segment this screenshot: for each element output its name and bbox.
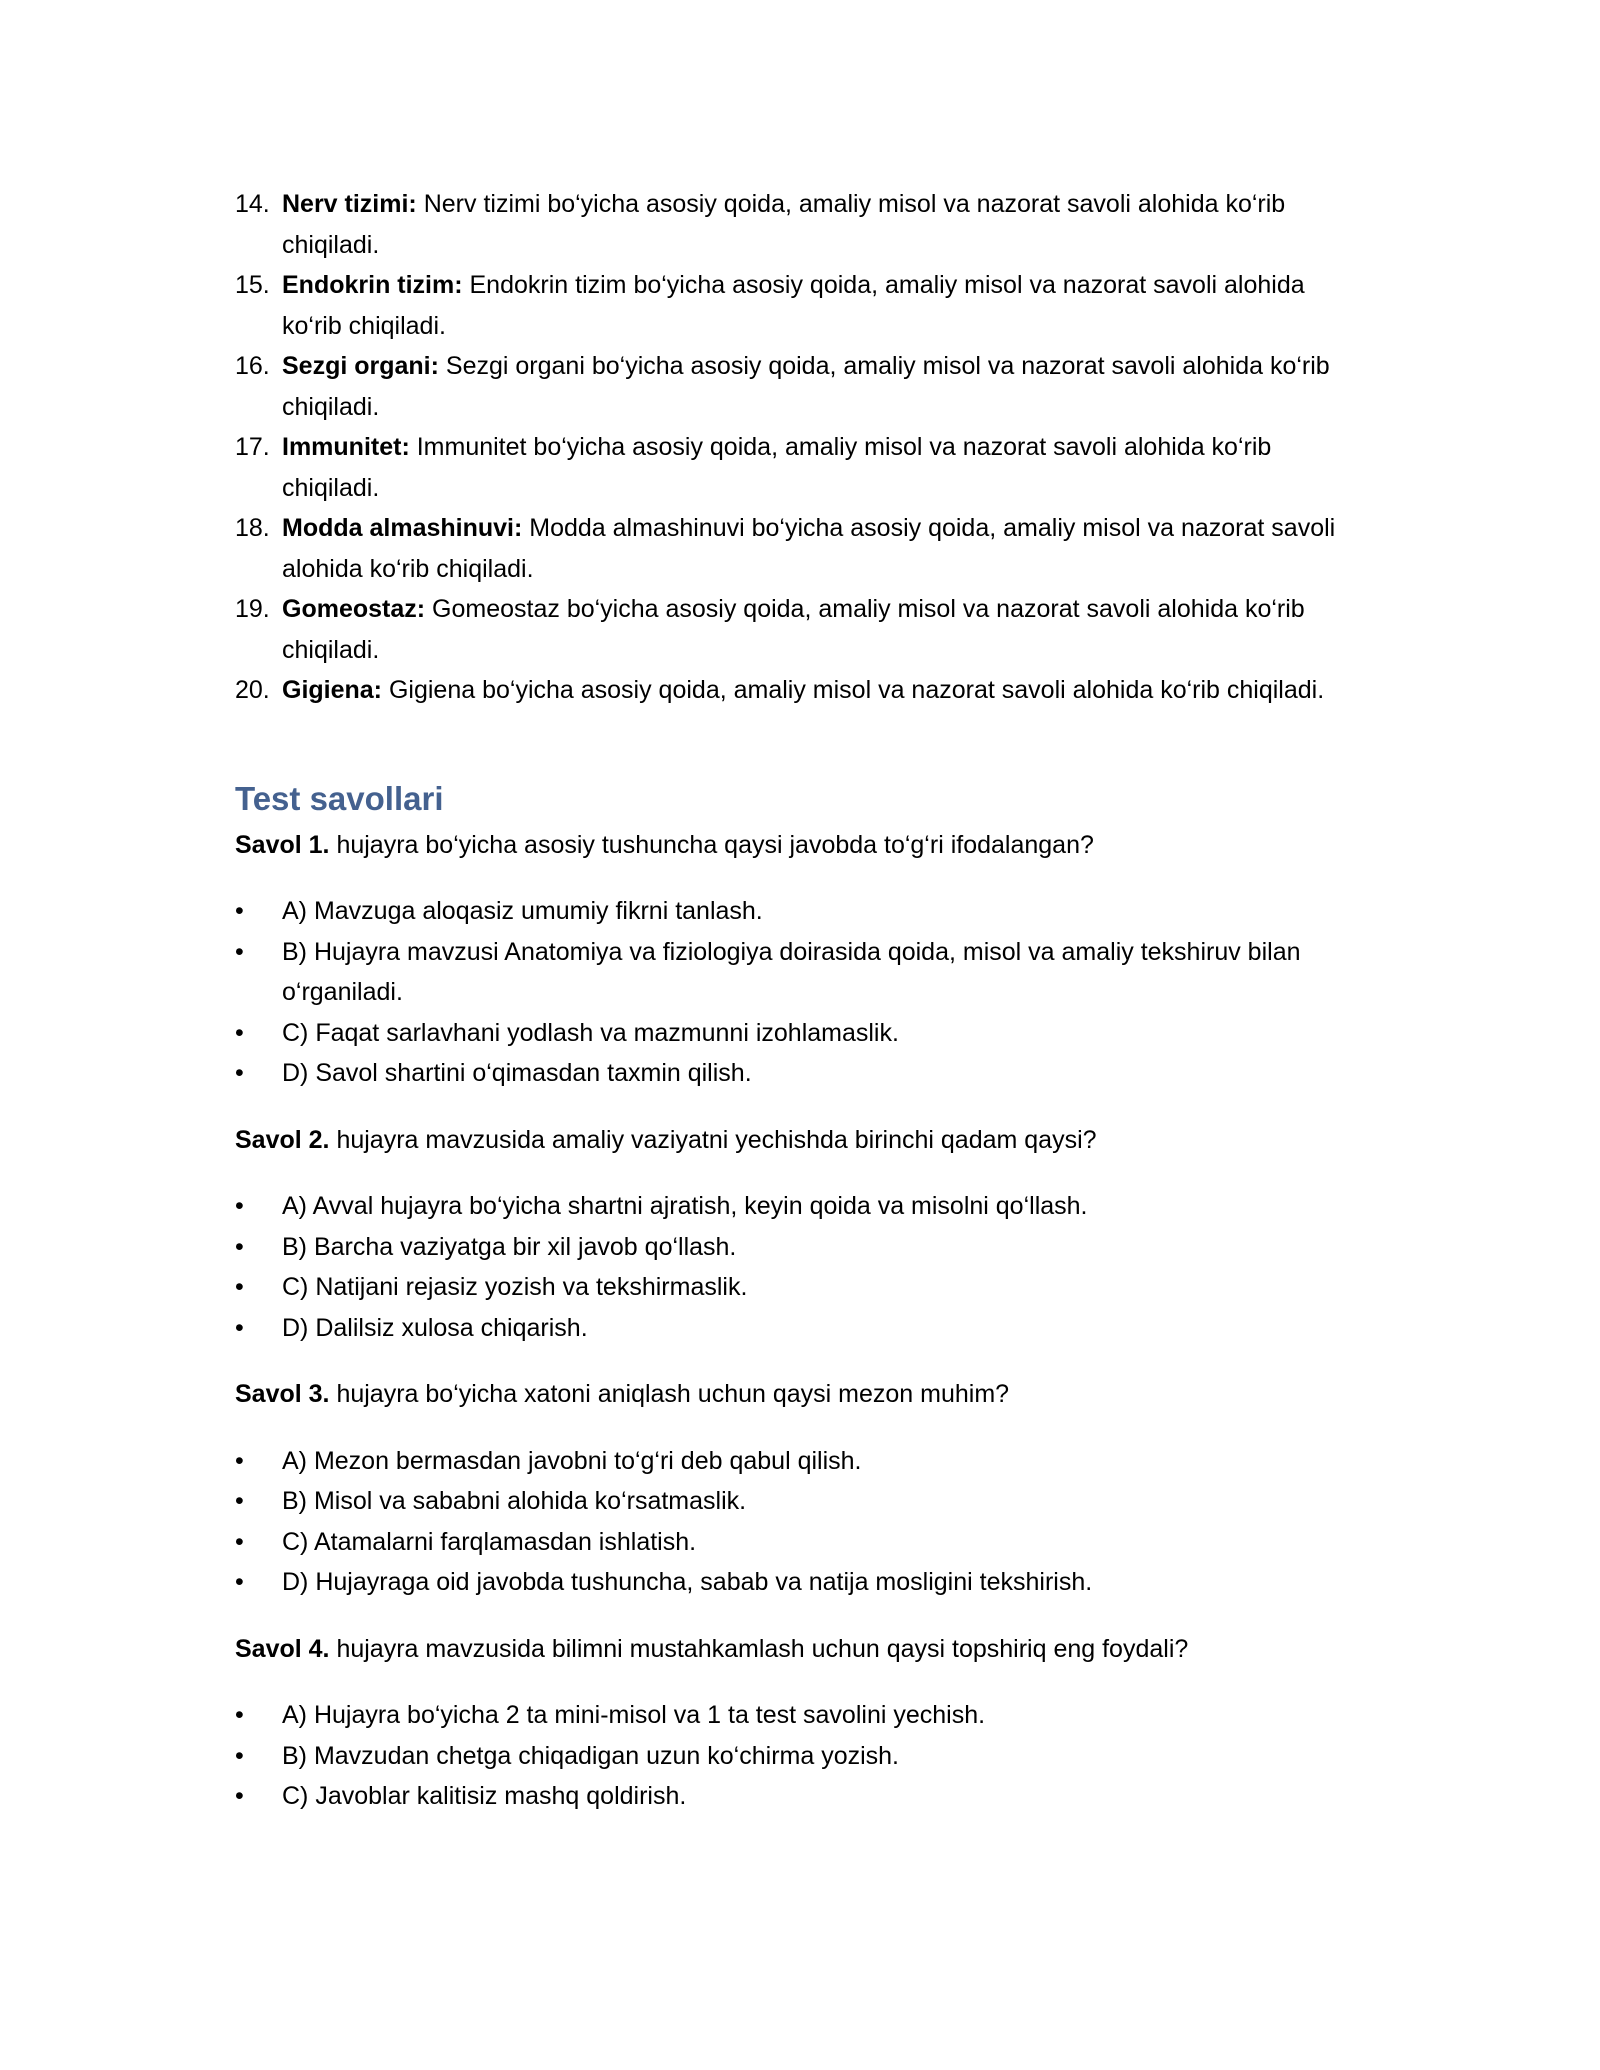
question-block [235,1120,1365,1349]
question-label: Savol 4. [235,1634,330,1663]
list-number: 20. [235,676,270,704]
bullet-icon: • [235,1701,244,1729]
section-heading: Test savollari [235,779,444,817]
option-text: A) Mavzuga aloqasiz umumiy fikrni tanlash. [282,897,763,925]
answer-option [235,1481,1365,1522]
list-item [235,670,1365,711]
answer-option [235,1013,1365,1054]
answer-options [235,1186,1365,1348]
answer-option [235,1267,1365,1308]
bullet-icon: • [235,1313,244,1342]
list-text: Endokrin tizim bo‘yicha asosiy qoida, amaliy misol va nazorat savoli alohida ko‘rib chiqiladi. [282,271,1305,340]
bullet-icon: • [235,1059,244,1087]
list-number: 18. [235,514,270,542]
numbered-topic-list [235,184,1365,711]
list-item [235,508,1365,589]
bullet-icon: • [235,1782,244,1810]
question-text [235,1120,1365,1161]
list-term: Sezgi organi: [282,352,439,380]
question-text [235,825,1365,866]
list-term: Nerv tizimi: [282,190,417,218]
list-number: 16. [235,352,270,380]
answer-option [235,1227,1365,1268]
list-item [235,427,1365,508]
question-block [235,825,1365,1094]
answer-option [235,1695,1365,1736]
list-text: Gomeostaz bo‘yicha asosiy qoida, amaliy misol va nazorat savoli alohida ko‘rib chiqiladi. [282,595,1305,664]
list-number: 19. [235,595,270,623]
list-term: Endokrin tizim: [282,271,463,299]
option-text: D) Hujayraga oid javobda tushuncha, sabab va natija mosligini tekshirish. [282,1568,1093,1596]
list-number: 15. [235,271,270,299]
answer-options [235,891,1365,1094]
bullet-icon: • [235,1192,244,1220]
list-text: Nerv tizimi bo‘yicha asosiy qoida, amaliy misol va nazorat savoli alohida ko‘rib chiqiladi. [282,190,1286,259]
option-text: B) Hujayra mavzusi Anatomiya va fiziologiya doirasida qoida, misol va amaliy tekshiruv bilan o‘rganiladi. [282,937,1301,1006]
list-item [235,346,1365,427]
question-label: Savol 2. [235,1125,330,1154]
option-text: C) Javoblar kalitisiz mashq qoldirish. [282,1782,687,1810]
list-item [235,589,1365,670]
list-term: Gomeostaz: [282,595,426,623]
option-text: B) Barcha vaziyatga bir xil javob qo‘llash. [282,1232,737,1261]
bullet-icon: • [235,1487,244,1515]
question-text [235,1629,1365,1670]
option-text: C) Atamalarni farqlamasdan ishlatish. [282,1527,697,1556]
question-body: hujayra mavzusida amaliy vaziyatni yechishda birinchi qadam qaysi? [329,1125,1097,1154]
answer-option [235,1736,1365,1777]
list-text: Immunitet bo‘yicha asosiy qoida, amaliy misol va nazorat savoli alohida ko‘rib chiqiladi. [282,433,1272,502]
bullet-icon: • [235,1018,244,1047]
answer-option [235,1053,1365,1094]
list-item [235,265,1365,346]
bullet-icon: • [235,937,244,966]
question-body: hujayra bo‘yicha asosiy tushuncha qaysi javobda to‘g‘ri ifodalangan? [329,830,1094,859]
question-label: Savol 3. [235,1380,330,1408]
question-block [235,1374,1365,1603]
list-term: Gigiena: [282,676,383,704]
bullet-icon: • [235,1741,244,1770]
option-text: B) Misol va sababni alohida ko‘rsatmaslik. [282,1487,747,1515]
bullet-icon: • [235,1527,244,1556]
option-text: A) Avval hujayra bo‘yicha shartni ajratish, keyin qoida va misolni qo‘llash. [282,1192,1088,1220]
bullet-icon: • [235,1232,244,1261]
question-block [235,1629,1365,1817]
option-text: A) Mezon bermasdan javobni to‘g‘ri deb qabul qilish. [282,1446,862,1475]
answer-option [235,932,1365,1013]
list-item [235,184,1365,265]
list-number: 17. [235,433,270,461]
list-text: Gigiena bo‘yicha asosiy qoida, amaliy misol va nazorat savoli alohida ko‘rib chiqiladi. [382,676,1325,704]
answer-option [235,1776,1365,1817]
question-text [235,1374,1365,1415]
option-text: B) Mavzudan chetga chiqadigan uzun ko‘chirma yozish. [282,1741,900,1770]
option-text: D) Savol shartini o‘qimasdan taxmin qilish. [282,1059,752,1087]
answer-options [235,1441,1365,1603]
bullet-icon: • [235,1446,244,1475]
bullet-icon: • [235,1273,244,1301]
bullet-icon: • [235,1568,244,1596]
list-term: Immunitet: [282,433,410,461]
option-text: A) Hujayra bo‘yicha 2 ta mini-misol va 1 ta test savolini yechish. [282,1701,986,1729]
option-text: D) Dalilsiz xulosa chiqarish. [282,1313,588,1342]
question-body: hujayra mavzusida bilimni mustahkamlash uchun qaysi topshiriq eng foydali? [329,1634,1189,1663]
question-body: hujayra bo‘yicha xatoni aniqlash uchun qaysi mezon muhim? [329,1380,1010,1408]
list-term: Modda almashinuvi: [282,514,523,542]
answer-option [235,1441,1365,1482]
bullet-icon: • [235,897,244,925]
answer-option [235,891,1365,932]
option-text: C) Faqat sarlavhani yodlash va mazmunni izohlamaslik. [282,1018,899,1047]
answer-option [235,1522,1365,1563]
answer-option [235,1186,1365,1227]
list-text: Sezgi organi bo‘yicha asosiy qoida, amaliy misol va nazorat savoli alohida ko‘rib chiqiladi. [282,352,1330,421]
answer-options [235,1695,1365,1817]
question-label: Savol 1. [235,830,330,859]
document-page [235,184,1365,1817]
answer-option [235,1562,1365,1603]
list-text: Modda almashinuvi bo‘yicha asosiy qoida, amaliy misol va nazorat savoli alohida ko‘rib chiqiladi. [282,514,1336,583]
answer-option [235,1308,1365,1349]
option-text: C) Natijani rejasiz yozish va tekshirmaslik. [282,1273,748,1301]
list-number: 14. [235,190,270,218]
